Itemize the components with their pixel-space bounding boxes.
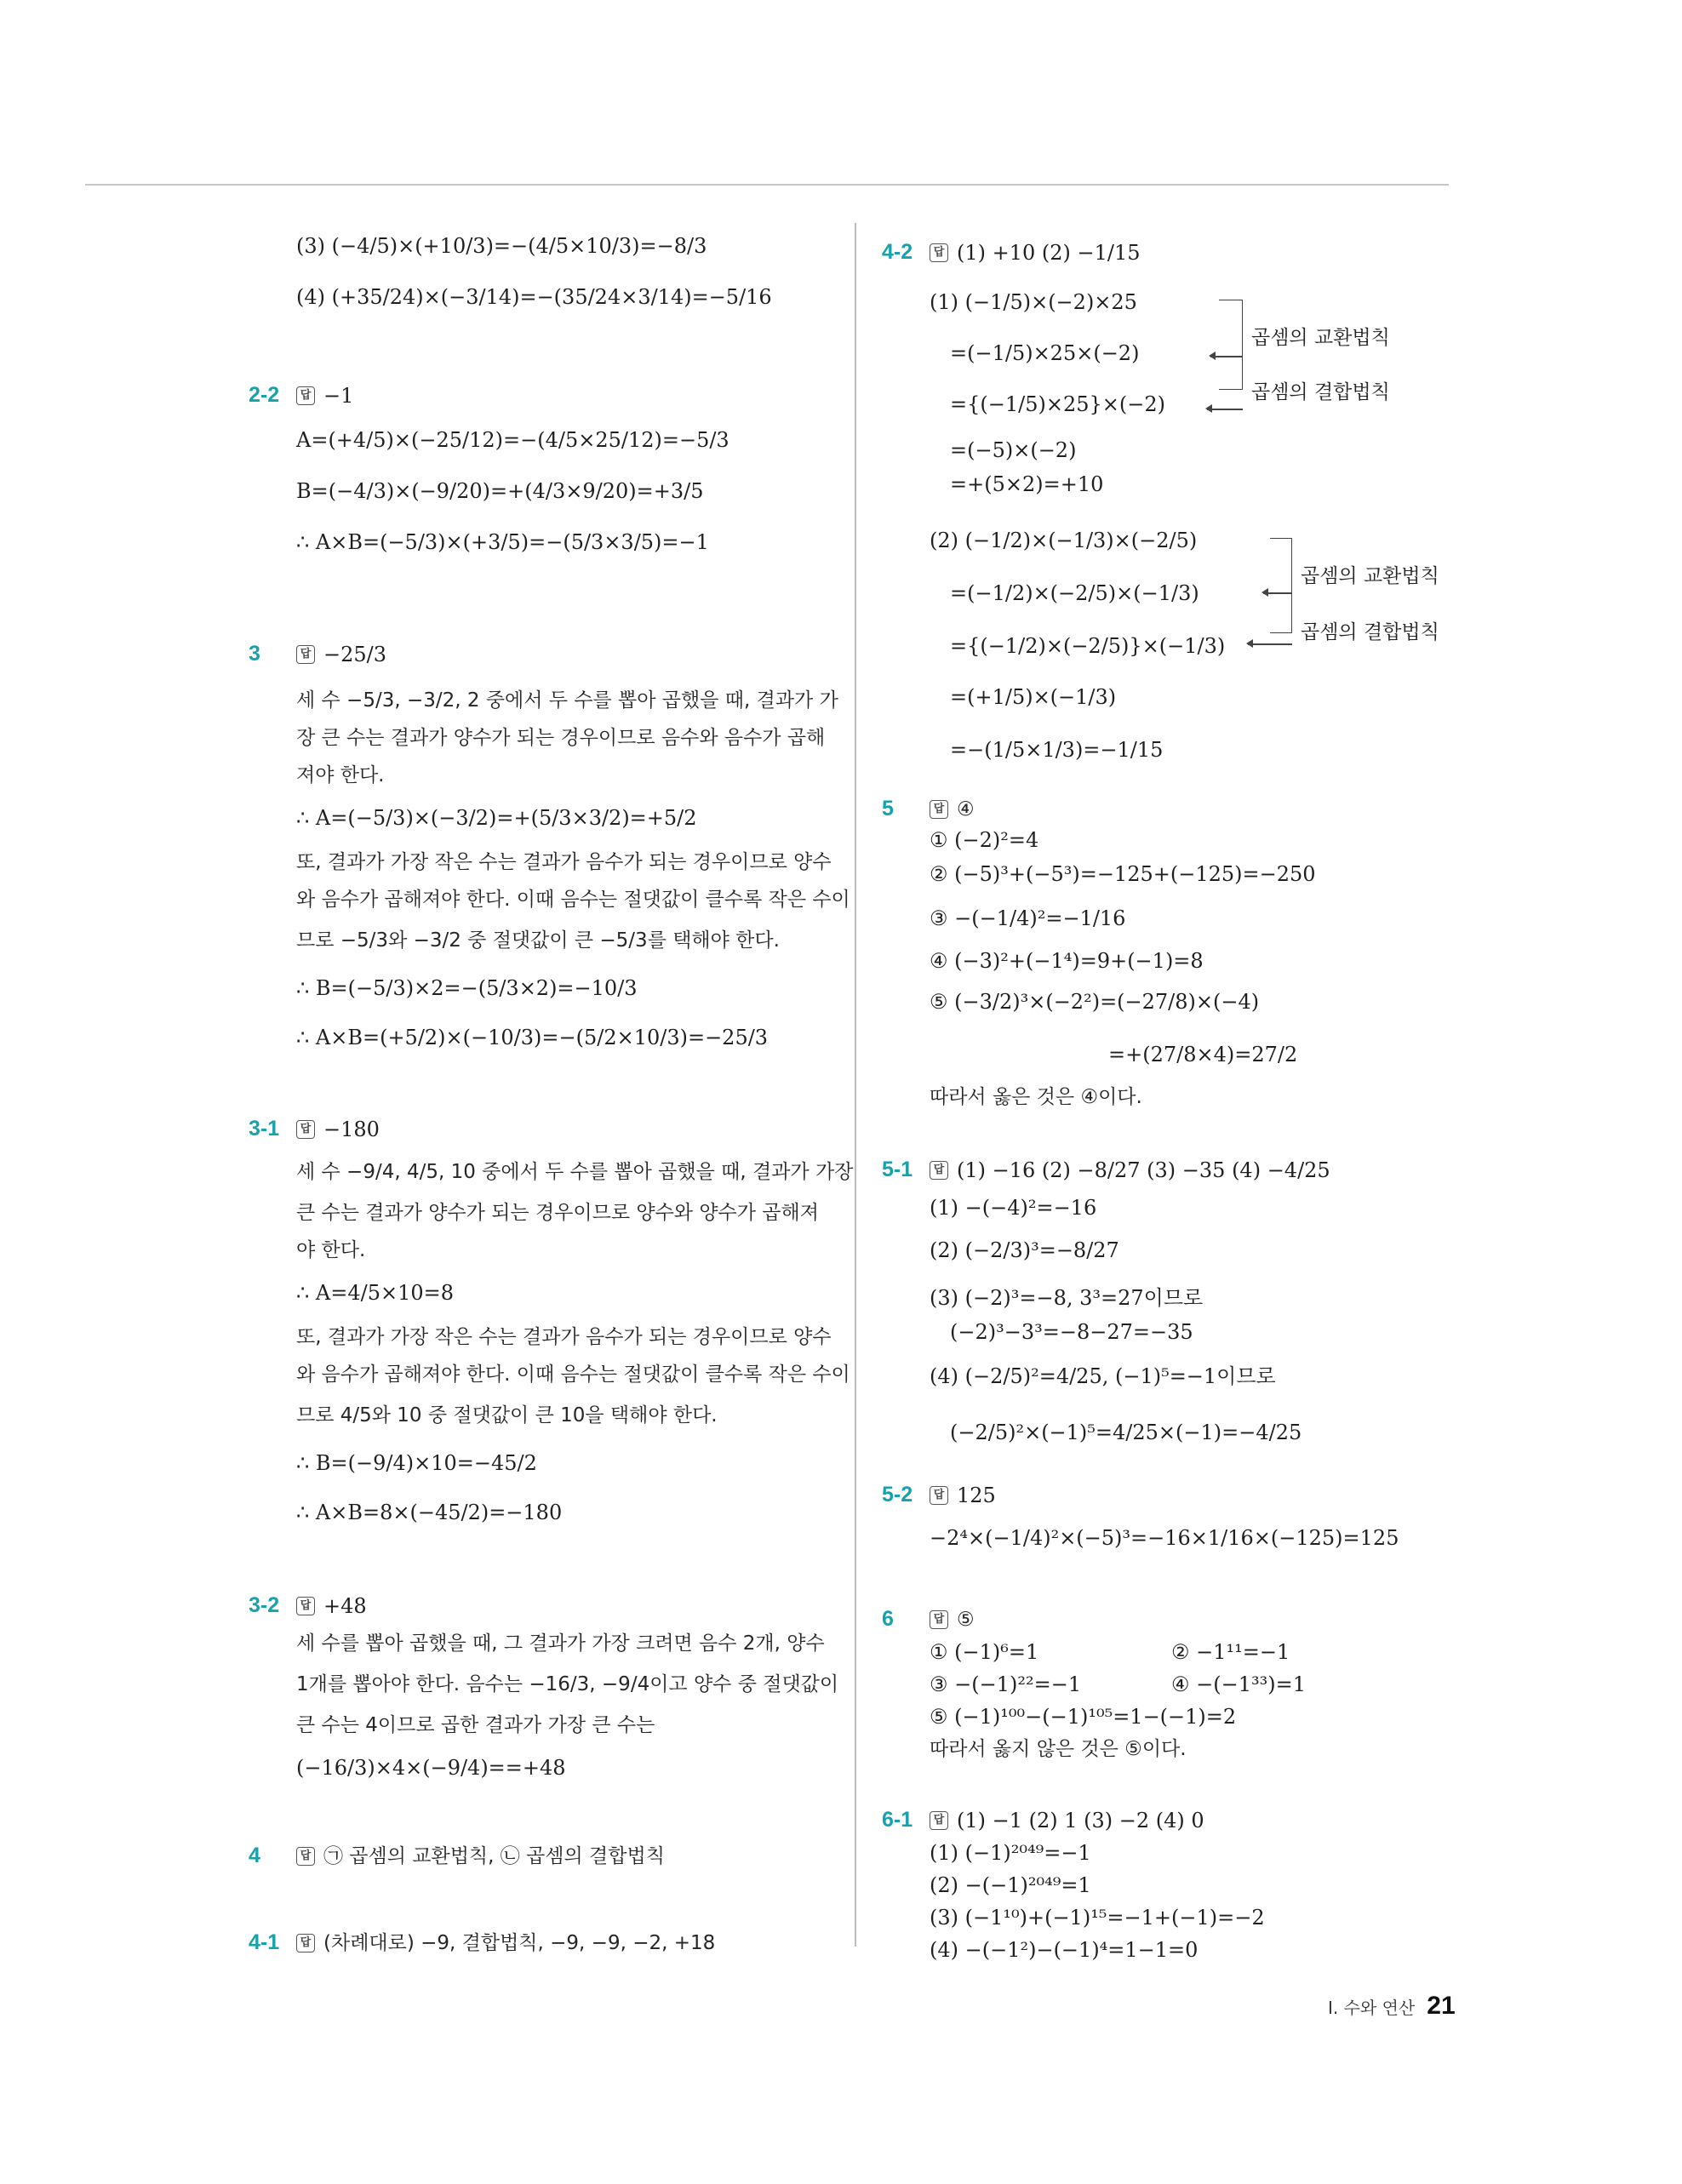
solution-line: =(−5)×(−2) bbox=[950, 438, 1077, 462]
answer-row bbox=[930, 1607, 975, 1632]
solution-line: 또, 결과가 가장 작은 수는 결과가 음수가 되는 경우이므로 양수 bbox=[296, 851, 832, 873]
solution-line: 므로 4/5와 10 중 절댓값이 큰 10을 택해야 한다. bbox=[296, 1404, 718, 1426]
answer-row bbox=[930, 797, 975, 822]
solution-line: (4) −(−1²)−(−1)⁴=1−1=0 bbox=[930, 1938, 1199, 1962]
law-bracket bbox=[1219, 300, 1243, 390]
answer-badge: 답 bbox=[296, 645, 315, 664]
answer-badge: 답 bbox=[930, 1161, 948, 1180]
answer-value: −180 bbox=[323, 1118, 380, 1141]
answer-row bbox=[296, 1117, 380, 1142]
answer-badge: 답 bbox=[296, 1120, 315, 1139]
problem-number: 4-1 bbox=[249, 1930, 280, 1954]
solution-line: =−(1/5×1/3)=−1/15 bbox=[950, 738, 1164, 762]
column-divider bbox=[855, 223, 856, 1947]
solution-line: =+(27/8×4)=27/2 bbox=[1108, 1043, 1298, 1066]
solution-line: ∴ A×B=(+5/2)×(−10/3)=−(5/2×10/3)=−25/3 bbox=[296, 1026, 769, 1049]
solution-line: ∴ A=(−5/3)×(−3/2)=+(5/3×3/2)=+5/2 bbox=[296, 806, 697, 830]
solution-line: (3) (−4/5)×(+10/3)=−(4/5×10/3)=−8/3 bbox=[296, 234, 707, 258]
answer-value: +48 bbox=[323, 1594, 367, 1618]
solution-line: ∴ B=(−5/3)×2=−(5/3×2)=−10/3 bbox=[296, 976, 638, 1000]
commutative-law-note: 곱셈의 교환법칙 bbox=[1301, 565, 1439, 587]
answer-value: ⑤ bbox=[957, 1609, 975, 1631]
problem-number: 4-2 bbox=[882, 240, 913, 264]
chapter-title: I. 수와 연산 bbox=[1328, 1998, 1416, 2018]
page-footer bbox=[1328, 1992, 1456, 2021]
solution-line: (−2)³−3³=−8−27=−35 bbox=[950, 1320, 1193, 1344]
solution-line: =(−1/2)×(−2/5)×(−1/3) bbox=[950, 581, 1199, 605]
answer-value: 125 bbox=[957, 1484, 996, 1507]
associative-law-note: 곱셈의 결합법칙 bbox=[1301, 621, 1439, 643]
solution-line: 장 큰 수는 결과가 양수가 되는 경우이므로 음수와 음수가 곱해 bbox=[296, 727, 826, 749]
solution-line: =+(5×2)=+10 bbox=[950, 472, 1104, 496]
answer-badge: 답 bbox=[930, 1486, 948, 1505]
solution-line: ={(−1/5)×25}×(−2) bbox=[950, 392, 1165, 416]
arrow-icon bbox=[1207, 409, 1243, 410]
answer-value: −1 bbox=[323, 384, 354, 408]
solution-line: ① (−2)²=4 bbox=[930, 828, 1039, 852]
solution-line: 져야 한다. bbox=[296, 764, 385, 786]
solution-line: ② (−5)³+(−5³)=−125+(−125)=−250 bbox=[930, 862, 1316, 886]
solution-line: (−16/3)×4×(−9/4)==+48 bbox=[296, 1756, 566, 1780]
solution-line: 따라서 옳지 않은 것은 ⑤이다. bbox=[930, 1738, 1187, 1760]
answer-value: (1) −1 (2) 1 (3) −2 (4) 0 bbox=[957, 1809, 1204, 1832]
solution-line: ∴ A×B=8×(−45/2)=−180 bbox=[296, 1501, 563, 1524]
solution-line: ∴ A×B=(−5/3)×(+3/5)=−(5/3×3/5)=−1 bbox=[296, 530, 709, 554]
answer-badge: 답 bbox=[296, 1597, 315, 1615]
solution-line: ④ −(−1³³)=1 bbox=[1171, 1672, 1306, 1696]
answer-row bbox=[930, 1808, 1204, 1833]
answer-value: (1) +10 (2) −1/15 bbox=[957, 241, 1141, 265]
answer-row bbox=[296, 642, 386, 667]
solution-line: 야 한다. bbox=[296, 1239, 366, 1261]
problem-number: 6-1 bbox=[882, 1808, 913, 1832]
solution-line: ⑤ (−3/2)³×(−2²)=(−27/8)×(−4) bbox=[930, 990, 1260, 1014]
answer-badge: 답 bbox=[296, 1934, 315, 1952]
solution-line: (2) (−1/2)×(−1/3)×(−2/5) bbox=[930, 529, 1198, 552]
answer-value: (차례대로) −9, 결합법칙, −9, −9, −2, +18 bbox=[323, 1932, 716, 1954]
solution-line: 세 수를 뽑아 곱했을 때, 그 결과가 가장 크려면 음수 2개, 양수 bbox=[296, 1632, 825, 1655]
solution-line: (2) (−2/3)³=−8/27 bbox=[930, 1238, 1119, 1262]
arrow-icon bbox=[1248, 643, 1292, 645]
associative-law-note: 곱셈의 결합법칙 bbox=[1251, 381, 1390, 403]
answer-badge: 답 bbox=[930, 1610, 948, 1629]
answer-badge: 답 bbox=[296, 1847, 315, 1866]
solution-line: 큰 수는 4이므로 곱한 결과가 가장 큰 수는 bbox=[296, 1714, 655, 1736]
solution-line: 세 수 −5/3, −3/2, 2 중에서 두 수를 뽑아 곱했을 때, 결과가 가 bbox=[296, 689, 838, 712]
solution-line: ③ −(−1)²²=−1 bbox=[930, 1672, 1082, 1696]
solution-line: (1) (−1)²⁰⁴⁹=−1 bbox=[930, 1841, 1091, 1865]
problem-number: 5-1 bbox=[882, 1158, 913, 1181]
answer-value: −25/3 bbox=[323, 643, 387, 666]
problem-number: 3 bbox=[249, 642, 260, 666]
solution-line: 따라서 옳은 것은 ④이다. bbox=[930, 1086, 1142, 1108]
problem-number: 3-2 bbox=[249, 1593, 280, 1617]
problem-number: 4 bbox=[249, 1844, 260, 1867]
solution-line: ∴ B=(−9/4)×10=−45/2 bbox=[296, 1451, 537, 1475]
answer-row bbox=[296, 383, 353, 409]
answer-row bbox=[930, 240, 1141, 266]
answer-badge: 답 bbox=[296, 386, 315, 405]
solution-line: ={(−1/2)×(−2/5)}×(−1/3) bbox=[950, 634, 1226, 658]
solution-line: 세 수 −9/4, 4/5, 10 중에서 두 수를 뽑아 곱했을 때, 결과가 가장 bbox=[296, 1161, 854, 1183]
page-number: 21 bbox=[1427, 1992, 1456, 2020]
solution-line: −2⁴×(−1/4)²×(−5)³=−16×1/16×(−125)=125 bbox=[930, 1526, 1399, 1550]
answer-row bbox=[296, 1930, 715, 1956]
solution-line: (3) (−2)³=−8, 3³=27이므로 bbox=[930, 1286, 1204, 1310]
solution-line: ② −1¹¹=−1 bbox=[1171, 1640, 1290, 1664]
solution-line: 1개를 뽑아야 한다. 음수는 −16/3, −9/4이고 양수 중 절댓값이 bbox=[296, 1673, 839, 1695]
solution-line: 와 음수가 곱해져야 한다. 이때 음수는 절댓값이 클수록 작은 수이 bbox=[296, 1364, 850, 1386]
answer-value: (1) −16 (2) −8/27 (3) −35 (4) −4/25 bbox=[957, 1158, 1330, 1182]
solution-line: (4) (−2/5)²=4/25, (−1)⁵=−1이므로 bbox=[930, 1364, 1276, 1388]
solution-line: (−2/5)²×(−1)⁵=4/25×(−1)=−4/25 bbox=[950, 1421, 1302, 1444]
solution-line: =(+1/5)×(−1/3) bbox=[950, 685, 1117, 709]
answer-row bbox=[296, 1593, 367, 1619]
problem-number: 3-1 bbox=[249, 1117, 280, 1141]
solution-line: 와 음수가 곱해져야 한다. 이때 음수는 절댓값이 클수록 작은 수이 bbox=[296, 889, 850, 911]
solution-line: ∴ A=4/5×10=8 bbox=[296, 1281, 454, 1305]
answer-row bbox=[930, 1158, 1330, 1183]
solution-line: 큰 수는 결과가 양수가 되는 경우이므로 양수와 양수가 곱해져 bbox=[296, 1202, 819, 1224]
problem-number: 2-2 bbox=[249, 383, 280, 407]
commutative-law-note: 곱셈의 교환법칙 bbox=[1251, 327, 1390, 349]
solution-line: ① (−1)⁶=1 bbox=[930, 1640, 1039, 1664]
top-rule bbox=[85, 184, 1449, 186]
arrow-icon bbox=[1263, 592, 1292, 594]
solution-line: (1) (−1/5)×(−2)×25 bbox=[930, 290, 1137, 314]
law-bracket bbox=[1270, 538, 1292, 633]
solution-line: 또, 결과가 가장 작은 수는 결과가 음수가 되는 경우이므로 양수 bbox=[296, 1326, 832, 1348]
answer-row bbox=[930, 1483, 996, 1508]
solution-line: (1) −(−4)²=−16 bbox=[930, 1196, 1097, 1220]
answer-badge: 답 bbox=[930, 800, 948, 819]
solution-line: (3) (−1¹⁰)+(−1)¹⁵=−1+(−1)=−2 bbox=[930, 1906, 1265, 1930]
answer-badge: 답 bbox=[930, 1811, 948, 1830]
problem-number: 5-2 bbox=[882, 1483, 913, 1507]
solution-line: B=(−4/3)×(−9/20)=+(4/3×9/20)=+3/5 bbox=[296, 479, 704, 503]
problem-number: 6 bbox=[882, 1607, 894, 1631]
answer-badge: 답 bbox=[930, 243, 948, 262]
answer-value: ④ bbox=[957, 798, 975, 820]
solution-line: (2) −(−1)²⁰⁴⁹=1 bbox=[930, 1873, 1091, 1897]
answer-row bbox=[296, 1844, 665, 1869]
arrow-icon bbox=[1210, 356, 1243, 357]
answer-value: ㉠ 곱셈의 교환법칙, ㉡ 곱셈의 결합법칙 bbox=[323, 1845, 665, 1867]
solution-line: (4) (+35/24)×(−3/14)=−(35/24×3/14)=−5/16 bbox=[296, 285, 772, 309]
solution-line: A=(+4/5)×(−25/12)=−(4/5×25/12)=−5/3 bbox=[296, 428, 729, 452]
solution-line: ⑤ (−1)¹⁰⁰−(−1)¹⁰⁵=1−(−1)=2 bbox=[930, 1705, 1237, 1729]
problem-number: 5 bbox=[882, 797, 894, 820]
solution-line: =(−1/5)×25×(−2) bbox=[950, 341, 1140, 365]
solution-line: ③ −(−1/4)²=−1/16 bbox=[930, 906, 1126, 930]
solution-line: 므로 −5/3와 −3/2 중 절댓값이 큰 −5/3를 택해야 한다. bbox=[296, 929, 780, 952]
solution-line: ④ (−3)²+(−1⁴)=9+(−1)=8 bbox=[930, 949, 1204, 973]
